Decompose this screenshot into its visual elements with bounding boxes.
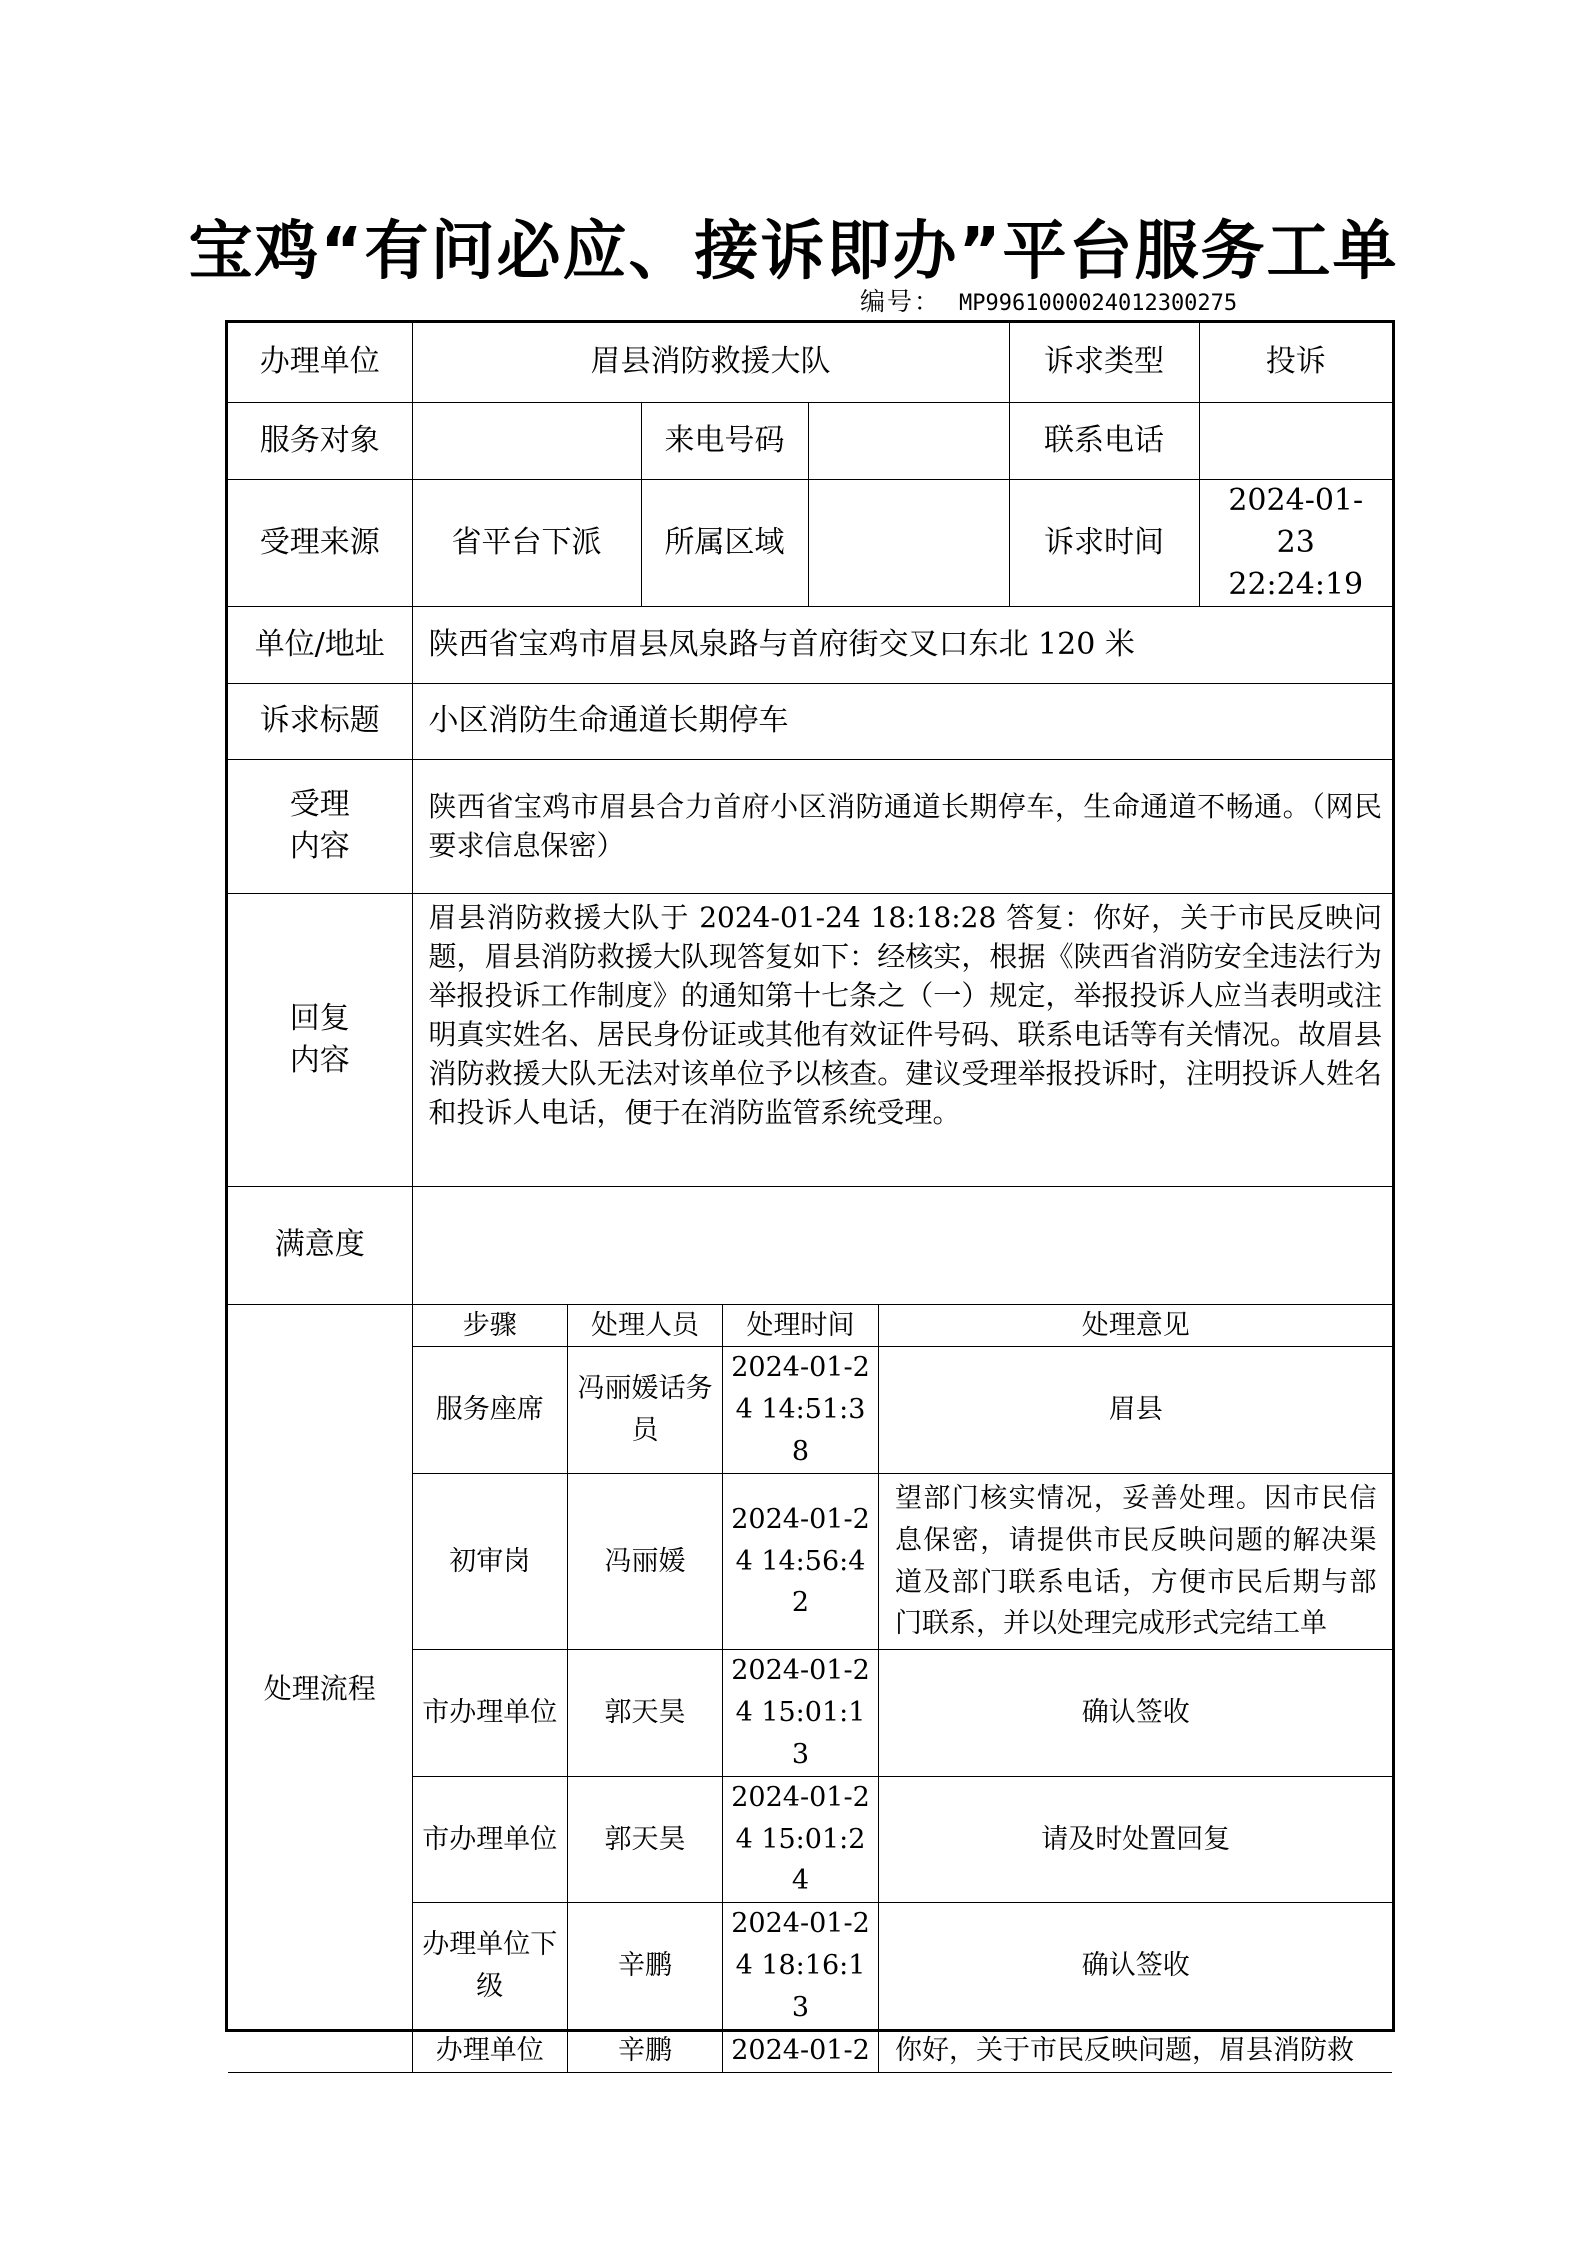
process-time: 2024-01-24 18:16:13 bbox=[723, 1903, 879, 2030]
appeal-time-date: 2024-01-23 bbox=[1228, 482, 1364, 560]
work-order-form bbox=[225, 320, 1395, 2066]
process-step: 初审岗 bbox=[413, 1473, 568, 1649]
reply-content-label bbox=[228, 893, 412, 1186]
process-person: 郭天昊 bbox=[568, 1776, 723, 1903]
process-step: 市办理单位 bbox=[413, 1776, 568, 1903]
service-target-label: 服务对象 bbox=[228, 402, 412, 479]
handling-unit-label: 办理单位 bbox=[228, 323, 412, 402]
appeal-type-value: 投诉 bbox=[1199, 323, 1392, 402]
process-time: 2024-01-24 15:01:13 bbox=[723, 1650, 879, 1777]
process-step: 办理单位 bbox=[413, 2029, 568, 2071]
reply-label-line-2: 内容 bbox=[289, 1042, 350, 1078]
reply-label-line-1: 回复 bbox=[289, 1000, 350, 1036]
process-header-opinion: 处理意见 bbox=[879, 1305, 1393, 1347]
process-person: 辛鹏 bbox=[568, 1903, 723, 2030]
accept-content-value: 陕西省宝鸡市眉县合力首府小区消防通道长期停车，生命通道不畅通。（网民要求信息保密） bbox=[412, 759, 1392, 893]
service-target-value bbox=[412, 402, 641, 479]
satisfaction-value bbox=[412, 1186, 1392, 1304]
process-header-step: 步骤 bbox=[413, 1305, 568, 1347]
work-order-table bbox=[228, 323, 1392, 2073]
process-time: 2024-01-2 bbox=[723, 2029, 879, 2071]
process-opinion: 请及时处置回复 bbox=[879, 1776, 1393, 1903]
appeal-time-label: 诉求时间 bbox=[1009, 479, 1199, 606]
appeal-time-value bbox=[1199, 479, 1392, 606]
process-opinion: 望部门核实情况，妥善处理。因市民信息保密，请提供市民反映问题的解决渠道及部门联系电话，方便市民后期与部门联系，并以处理完成形式完结工单 bbox=[879, 1473, 1393, 1649]
process-row bbox=[413, 1903, 1393, 2030]
source-label: 受理来源 bbox=[228, 479, 412, 606]
process-row bbox=[413, 1347, 1393, 1474]
process-label: 处理流程 bbox=[228, 1304, 412, 2072]
region-value bbox=[808, 479, 1009, 606]
process-opinion: 眉县 bbox=[879, 1347, 1393, 1474]
appeal-time-clock: 22:24:19 bbox=[1228, 566, 1364, 602]
document-title: 宝鸡“有问必应、接诉即办”平台服务工单 bbox=[188, 215, 1399, 289]
contact-phone-label: 联系电话 bbox=[1009, 402, 1199, 479]
region-label: 所属区域 bbox=[641, 479, 808, 606]
process-row bbox=[413, 1650, 1393, 1777]
handling-unit-value: 眉县消防救援大队 bbox=[412, 323, 1009, 402]
serial-value: MP9961000024012300275 bbox=[959, 291, 1238, 316]
satisfaction-label: 满意度 bbox=[228, 1186, 412, 1304]
appeal-type-label: 诉求类型 bbox=[1009, 323, 1199, 402]
address-value: 陕西省宝鸡市眉县凤泉路与首府街交叉口东北 120 米 bbox=[412, 606, 1392, 683]
caller-phone-label: 来电号码 bbox=[641, 402, 808, 479]
process-header-time: 处理时间 bbox=[723, 1305, 879, 1347]
process-table bbox=[413, 1305, 1393, 2072]
accept-content-label bbox=[228, 759, 412, 893]
accept-label-line-1: 受理 bbox=[289, 787, 350, 822]
process-row bbox=[413, 1776, 1393, 1903]
serial-number bbox=[860, 282, 1237, 318]
process-opinion: 确认签收 bbox=[879, 1903, 1393, 2030]
process-person: 冯丽媛 bbox=[568, 1473, 723, 1649]
process-opinion: 确认签收 bbox=[879, 1650, 1393, 1777]
process-step: 市办理单位 bbox=[413, 1650, 568, 1777]
process-time: 2024-01-24 14:51:38 bbox=[723, 1347, 879, 1474]
accept-label-line-2: 内容 bbox=[289, 829, 350, 864]
process-opinion: 你好，关于市民反映问题，眉县消防救 bbox=[879, 2029, 1393, 2071]
address-label: 单位/地址 bbox=[228, 606, 412, 683]
contact-phone-value bbox=[1199, 402, 1392, 479]
process-time: 2024-01-24 14:56:42 bbox=[723, 1473, 879, 1649]
process-person: 郭天昊 bbox=[568, 1650, 723, 1777]
process-time: 2024-01-24 15:01:24 bbox=[723, 1776, 879, 1903]
process-cell bbox=[412, 1304, 1392, 2072]
serial-label: 编号： bbox=[860, 287, 942, 316]
source-value: 省平台下派 bbox=[412, 479, 641, 606]
process-step: 服务座席 bbox=[413, 1347, 568, 1474]
process-row bbox=[413, 2029, 1393, 2071]
caller-phone-value bbox=[808, 402, 1009, 479]
process-person: 冯丽媛话务员 bbox=[568, 1347, 723, 1474]
process-person: 辛鹏 bbox=[568, 2029, 723, 2071]
process-step: 办理单位下级 bbox=[413, 1903, 568, 2030]
process-header-person: 处理人员 bbox=[568, 1305, 723, 1347]
subject-value: 小区消防生命通道长期停车 bbox=[412, 683, 1392, 759]
process-row bbox=[413, 1473, 1393, 1649]
reply-content-value: 眉县消防救援大队于 2024-01-24 18:18:28 答复：你好，关于市民反映问题，眉县消防救援大队现答复如下：经核实，根据《陕西省消防安全违法行为举报投诉工作制度》的通知第十七条之（一）规定，举报投诉人应当表明或注明真实姓名、居民身份证或其他有效证件号码、联系电话等有关情况。故眉县消防救援大队无法对该单位予以核查。建议受理举报投诉时，注明投诉人姓名和投诉人电话，便于在消防监管系统受理。 bbox=[412, 893, 1392, 1186]
subject-label: 诉求标题 bbox=[228, 683, 412, 759]
